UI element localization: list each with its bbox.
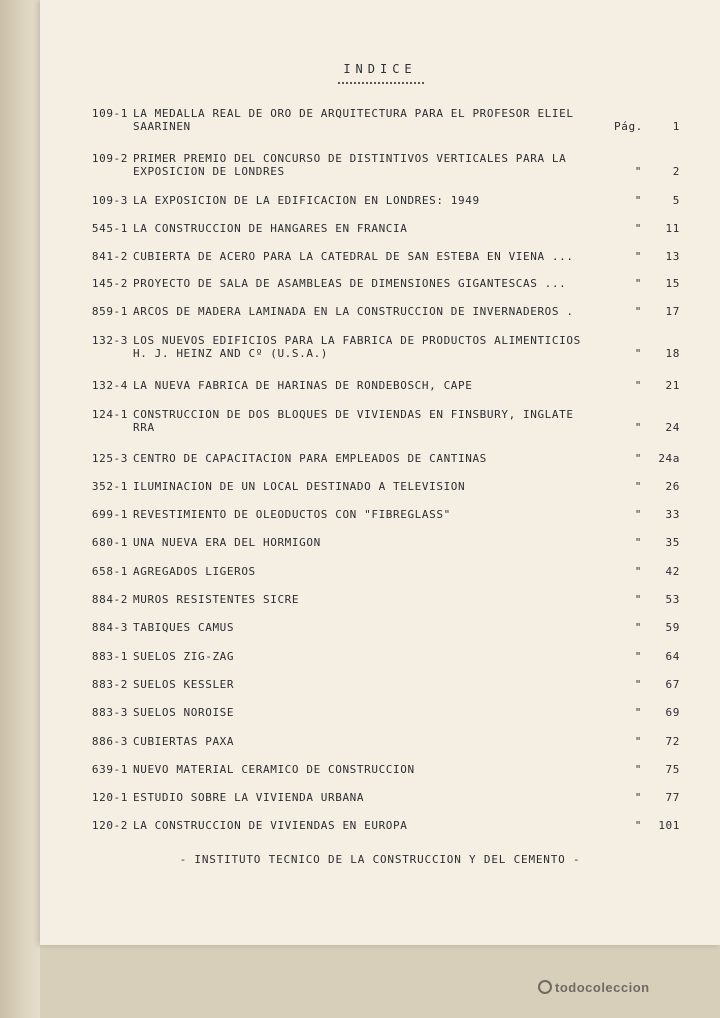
entry-page-label: "	[634, 347, 642, 360]
entry-code: 883-2	[91, 678, 128, 691]
document-page	[40, 0, 720, 945]
entry-page-label: "	[634, 819, 642, 832]
watermark	[538, 980, 650, 995]
entry-code: 680-1	[91, 536, 128, 549]
entry-page-ref	[590, 480, 680, 493]
entry-page-number: 24	[665, 421, 680, 434]
entry-code: 859-1	[91, 305, 128, 318]
entry-page-number: 101	[658, 819, 680, 832]
entry-code: 120-2	[91, 819, 128, 832]
entry-page-label: "	[634, 706, 642, 719]
entry-title-line: ESTUDIO SOBRE LA VIVIENDA URBANA	[133, 791, 365, 804]
entry-page-ref	[590, 621, 680, 634]
entry-page-number: 11	[665, 222, 680, 235]
entry-title-line: LA NUEVA FABRICA DE HARINAS DE RONDEBOSCH, CAPE	[133, 379, 473, 392]
entry-title-line: SUELOS ZIG-ZAG	[133, 650, 235, 663]
entry-title	[133, 334, 633, 360]
entry-page-number: 21	[665, 379, 680, 392]
entry-code: 658-1	[91, 565, 128, 578]
index-title: INDICE	[343, 62, 417, 76]
entry-title	[133, 593, 633, 606]
entry-page-ref	[590, 536, 680, 549]
entry-page-label: "	[634, 480, 642, 493]
title-underline	[338, 82, 424, 84]
entry-page-label: Pág.	[614, 120, 643, 133]
entry-code: 841-2	[91, 250, 128, 263]
entry-page-number: 67	[665, 678, 680, 691]
entry-title	[133, 763, 633, 776]
entry-title	[133, 408, 633, 434]
entry-page-ref	[590, 222, 680, 235]
entry-page-ref	[590, 452, 680, 465]
entry-title-line: AGREGADOS LIGEROS	[133, 565, 256, 578]
entry-page-number: 59	[665, 621, 680, 634]
entry-page-label: "	[634, 536, 642, 549]
entry-page-label: "	[634, 305, 642, 318]
entry-page-number: 75	[665, 763, 680, 776]
entry-title-line: PRIMER PREMIO DEL CONCURSO DE DISTINTIVOS VERTICALES PARA LA	[133, 152, 567, 165]
entry-page-ref	[590, 379, 680, 392]
entry-page-number: 17	[665, 305, 680, 318]
entry-page-label: "	[634, 678, 642, 691]
entry-page-number: 13	[665, 250, 680, 263]
entry-page-number: 64	[665, 650, 680, 663]
entry-code: 124-1	[91, 408, 128, 421]
entry-title-line: NUEVO MATERIAL CERAMICO DE CONSTRUCCION	[133, 763, 415, 776]
entry-title	[133, 222, 633, 235]
entry-title	[133, 152, 633, 178]
entry-page-number: 18	[665, 347, 680, 360]
entry-page-number: 42	[665, 565, 680, 578]
entry-page-ref	[590, 565, 680, 578]
entry-page-label: "	[634, 277, 642, 290]
entry-page-label: "	[634, 650, 642, 663]
entry-page-label: "	[634, 735, 642, 748]
entry-page-ref	[590, 735, 680, 748]
entry-title-line: LOS NUEVOS EDIFICIOS PARA LA FABRICA DE PRODUCTOS ALIMENTICIOS	[133, 334, 581, 347]
entry-code: 125-3	[91, 452, 128, 465]
entry-page-label: "	[634, 791, 642, 804]
entry-code: 883-1	[91, 650, 128, 663]
entry-title-line: CONSTRUCCION DE DOS BLOQUES DE VIVIENDAS EN FINSBURY, INGLATE	[133, 408, 574, 421]
entry-title-line: CENTRO DE CAPACITACION PARA EMPLEADOS DE CANTINAS	[133, 452, 487, 465]
entry-title	[133, 706, 633, 719]
entry-page-number: 35	[665, 536, 680, 549]
entry-title	[133, 305, 633, 318]
entry-title	[133, 277, 633, 290]
entry-title	[133, 565, 633, 578]
entry-title-line: SAARINEN	[133, 120, 191, 133]
entry-title-line: REVESTIMIENTO DE OLEODUCTOS CON "FIBREGLASS"	[133, 508, 451, 521]
entry-title	[133, 621, 633, 634]
entry-page-ref	[590, 347, 680, 360]
entry-page-number: 5	[672, 194, 680, 207]
entry-title	[133, 735, 633, 748]
entry-page-label: "	[634, 452, 642, 465]
entry-title-line: LA MEDALLA REAL DE ORO DE ARQUITECTURA PARA EL PROFESOR ELIEL	[133, 107, 574, 120]
entry-code: 352-1	[91, 480, 128, 493]
entry-page-number: 53	[665, 593, 680, 606]
entry-code: 699-1	[91, 508, 128, 521]
entry-page-ref	[590, 763, 680, 776]
entry-title-line: MUROS RESISTENTES SICRE	[133, 593, 300, 606]
entry-code: 883-3	[91, 706, 128, 719]
entry-page-ref	[590, 250, 680, 263]
entry-code: 132-3	[91, 334, 128, 347]
entry-page-number: 77	[665, 791, 680, 804]
entry-title-line: LA CONSTRUCCION DE HANGARES EN FRANCIA	[133, 222, 408, 235]
entry-page-label: "	[634, 250, 642, 263]
entry-code: 109-1	[91, 107, 128, 120]
entry-page-ref	[590, 508, 680, 521]
watermark-text: todocoleccion	[555, 980, 650, 995]
entry-title	[133, 194, 633, 207]
entry-page-ref	[590, 593, 680, 606]
entry-page-ref	[590, 305, 680, 318]
entry-title	[133, 650, 633, 663]
entry-page-ref	[590, 277, 680, 290]
entry-page-label: "	[634, 194, 642, 207]
entry-code: 639-1	[91, 763, 128, 776]
entry-code: 884-2	[91, 593, 128, 606]
entry-page-ref	[590, 194, 680, 207]
entry-title	[133, 678, 633, 691]
entry-title	[133, 819, 633, 832]
entry-page-label: "	[634, 222, 642, 235]
entry-title-line: TABIQUES CAMUS	[133, 621, 235, 634]
entry-page-number: 2	[672, 165, 680, 178]
entry-page-ref	[590, 165, 680, 178]
entry-page-label: "	[634, 593, 642, 606]
footer-institute: - INSTITUTO TECNICO DE LA CONSTRUCCION Y DEL CEMENTO -	[179, 853, 581, 866]
entry-page-ref	[590, 819, 680, 832]
entry-title-line: RRA	[133, 421, 155, 434]
entry-page-number: 15	[665, 277, 680, 290]
entry-title	[133, 480, 633, 493]
entry-page-label: "	[634, 565, 642, 578]
entry-page-ref	[590, 706, 680, 719]
entry-code: 109-2	[91, 152, 128, 165]
entry-page-number: 1	[672, 120, 680, 133]
entry-page-ref	[590, 421, 680, 434]
entry-page-label: "	[634, 379, 642, 392]
entry-code: 145-2	[91, 277, 128, 290]
entry-page-ref	[590, 791, 680, 804]
entry-code: 884-3	[91, 621, 128, 634]
entry-page-ref	[590, 678, 680, 691]
entry-page-label: "	[634, 508, 642, 521]
entry-page-number: 24a	[658, 452, 680, 465]
entry-title	[133, 508, 633, 521]
watermark-logo-icon	[538, 980, 552, 994]
entry-code: 886-3	[91, 735, 128, 748]
entry-title-line: EXPOSICION DE LONDRES	[133, 165, 285, 178]
entry-code: 545-1	[91, 222, 128, 235]
entry-title	[133, 250, 633, 263]
entry-page-number: 33	[665, 508, 680, 521]
entry-title-line: CUBIERTAS PAXA	[133, 735, 235, 748]
entry-code: 120-1	[91, 791, 128, 804]
entry-title-line: LA CONSTRUCCION DE VIVIENDAS EN EUROPA	[133, 819, 408, 832]
entry-title	[133, 791, 633, 804]
entry-title-line: ILUMINACION DE UN LOCAL DESTINADO A TELEVISION	[133, 480, 466, 493]
entry-page-number: 72	[665, 735, 680, 748]
entry-page-number: 26	[665, 480, 680, 493]
entry-code: 109-3	[91, 194, 128, 207]
entry-title	[133, 536, 633, 549]
entry-page-ref	[590, 120, 680, 133]
entry-page-label: "	[634, 763, 642, 776]
entry-title-line: SUELOS KESSLER	[133, 678, 235, 691]
entry-title-line: CUBIERTA DE ACERO PARA LA CATEDRAL DE SAN ESTEBA EN VIENA ...	[133, 250, 574, 263]
entry-title-line: H. J. HEINZ AND Cº (U.S.A.)	[133, 347, 329, 360]
entry-title-line: ARCOS DE MADERA LAMINADA EN LA CONSTRUCCION DE INVERNADEROS .	[133, 305, 574, 318]
entry-title-line: PROYECTO DE SALA DE ASAMBLEAS DE DIMENSIONES GIGANTESCAS ...	[133, 277, 567, 290]
entry-page-label: "	[634, 421, 642, 434]
entry-page-label: "	[634, 165, 642, 178]
entry-code: 132-4	[91, 379, 128, 392]
entry-title-line: LA EXPOSICION DE LA EDIFICACION EN LONDRES: 1949	[133, 194, 480, 207]
entry-title	[133, 379, 633, 392]
entry-title	[133, 452, 633, 465]
entry-page-ref	[590, 650, 680, 663]
entry-title-line: UNA NUEVA ERA DEL HORMIGON	[133, 536, 321, 549]
entry-title	[133, 107, 633, 133]
entry-title-line: SUELOS NOROISE	[133, 706, 235, 719]
entry-page-number: 69	[665, 706, 680, 719]
entry-page-label: "	[634, 621, 642, 634]
page-binding-edge	[0, 0, 40, 1018]
